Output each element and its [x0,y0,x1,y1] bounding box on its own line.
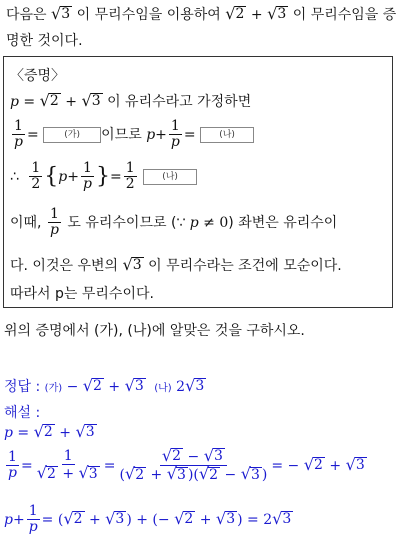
question-text: 다음은 [6,7,47,23]
proof-text: ) 좌변은 유리수이 [228,214,338,231]
proof-text: 이 유리수라고 가정하면 [107,94,252,110]
question-text: 이 무리수임을 이용하여 [76,7,221,23]
proof-title: 〈증명〉 [10,68,66,84]
proof-assumption: p = √ 2 + √ 3 이 유리수라고 가정하면 [10,91,252,110]
sqrt-3: √ 3 [267,4,287,23]
blank-c: (나) [143,169,197,185]
explanation-label: 해설 : [4,405,41,421]
blank-b: (나) [200,127,254,143]
proof-text: 다. 이것은 우변의 [10,258,119,274]
answer-a-label: (가) [44,383,63,394]
question-line-1: 다음은 √ 3 이 무리수임을 이용하여 √ 2 + √ 3 이 무리수임을 증 [6,4,397,23]
explanation-line-3: p+ $\frac{1}{p}$ = ( √ 2 + √ 3 ) + (− √ 2 + √ 3 ) = 2 √ 3 [4,503,292,536]
proof-text: 이때, [10,214,42,231]
explanation-line-2: $\frac{1}{p}$ = 1 √ 2 + √ 3 = √ 2 − √ 3 ( √ 2 + √ 3 )( √ 2 − √ 3 ) = − √ 2 + √ 3 [8,446,365,484]
sqrt-2: √ 2 [225,4,245,23]
proof-text: 이므로 [101,126,142,143]
instruction: 위의 증명에서 (가), (나)에 알맞은 것을 구하시오. [4,323,305,339]
therefore-symbol: ∴ [10,168,19,185]
proof-line-5: 다. 이것은 우변의 √ 3 이 무리수라는 조건에 모순이다. [10,255,342,274]
proof-conclusion: 따라서 p는 무리수이다. [10,286,154,302]
question-line-2: 명한 것이다. [6,33,83,49]
proof-step-1: $\frac{1}{p}$ = (가) 이므로 p+ $\frac{1}{p}$ = (나) [10,119,254,151]
proof-text: 도 유리수이므로 (∵ [67,214,186,231]
answer-label: 정답 : [4,379,41,395]
blank-a: (가) [43,127,101,143]
answer-b-label: (나) [154,383,172,394]
question-text: 이 무리수임을 증 [292,7,397,23]
answer-line: 정답 : (가) − √ 2 + √ 3 (나) 2 √ 3 [4,376,205,395]
proof-box [3,56,393,308]
proof-line-4: 이때, $\frac{1}{p}$ 도 유리수이므로 (∵ p ≠ 0) 좌변은 유리수이 [10,206,338,239]
explanation-line-1: p = √ 2 + √ 3 [4,422,95,441]
sqrt-3: √ 3 [51,4,71,23]
proof-step-2: ∴ $\frac{1}{2}$ {p+ $\frac{1}{p}$ }= $\frac{1}{2}$ (나) [10,161,197,193]
proof-text: 이 무리수라는 조건에 모순이다. [148,258,342,274]
